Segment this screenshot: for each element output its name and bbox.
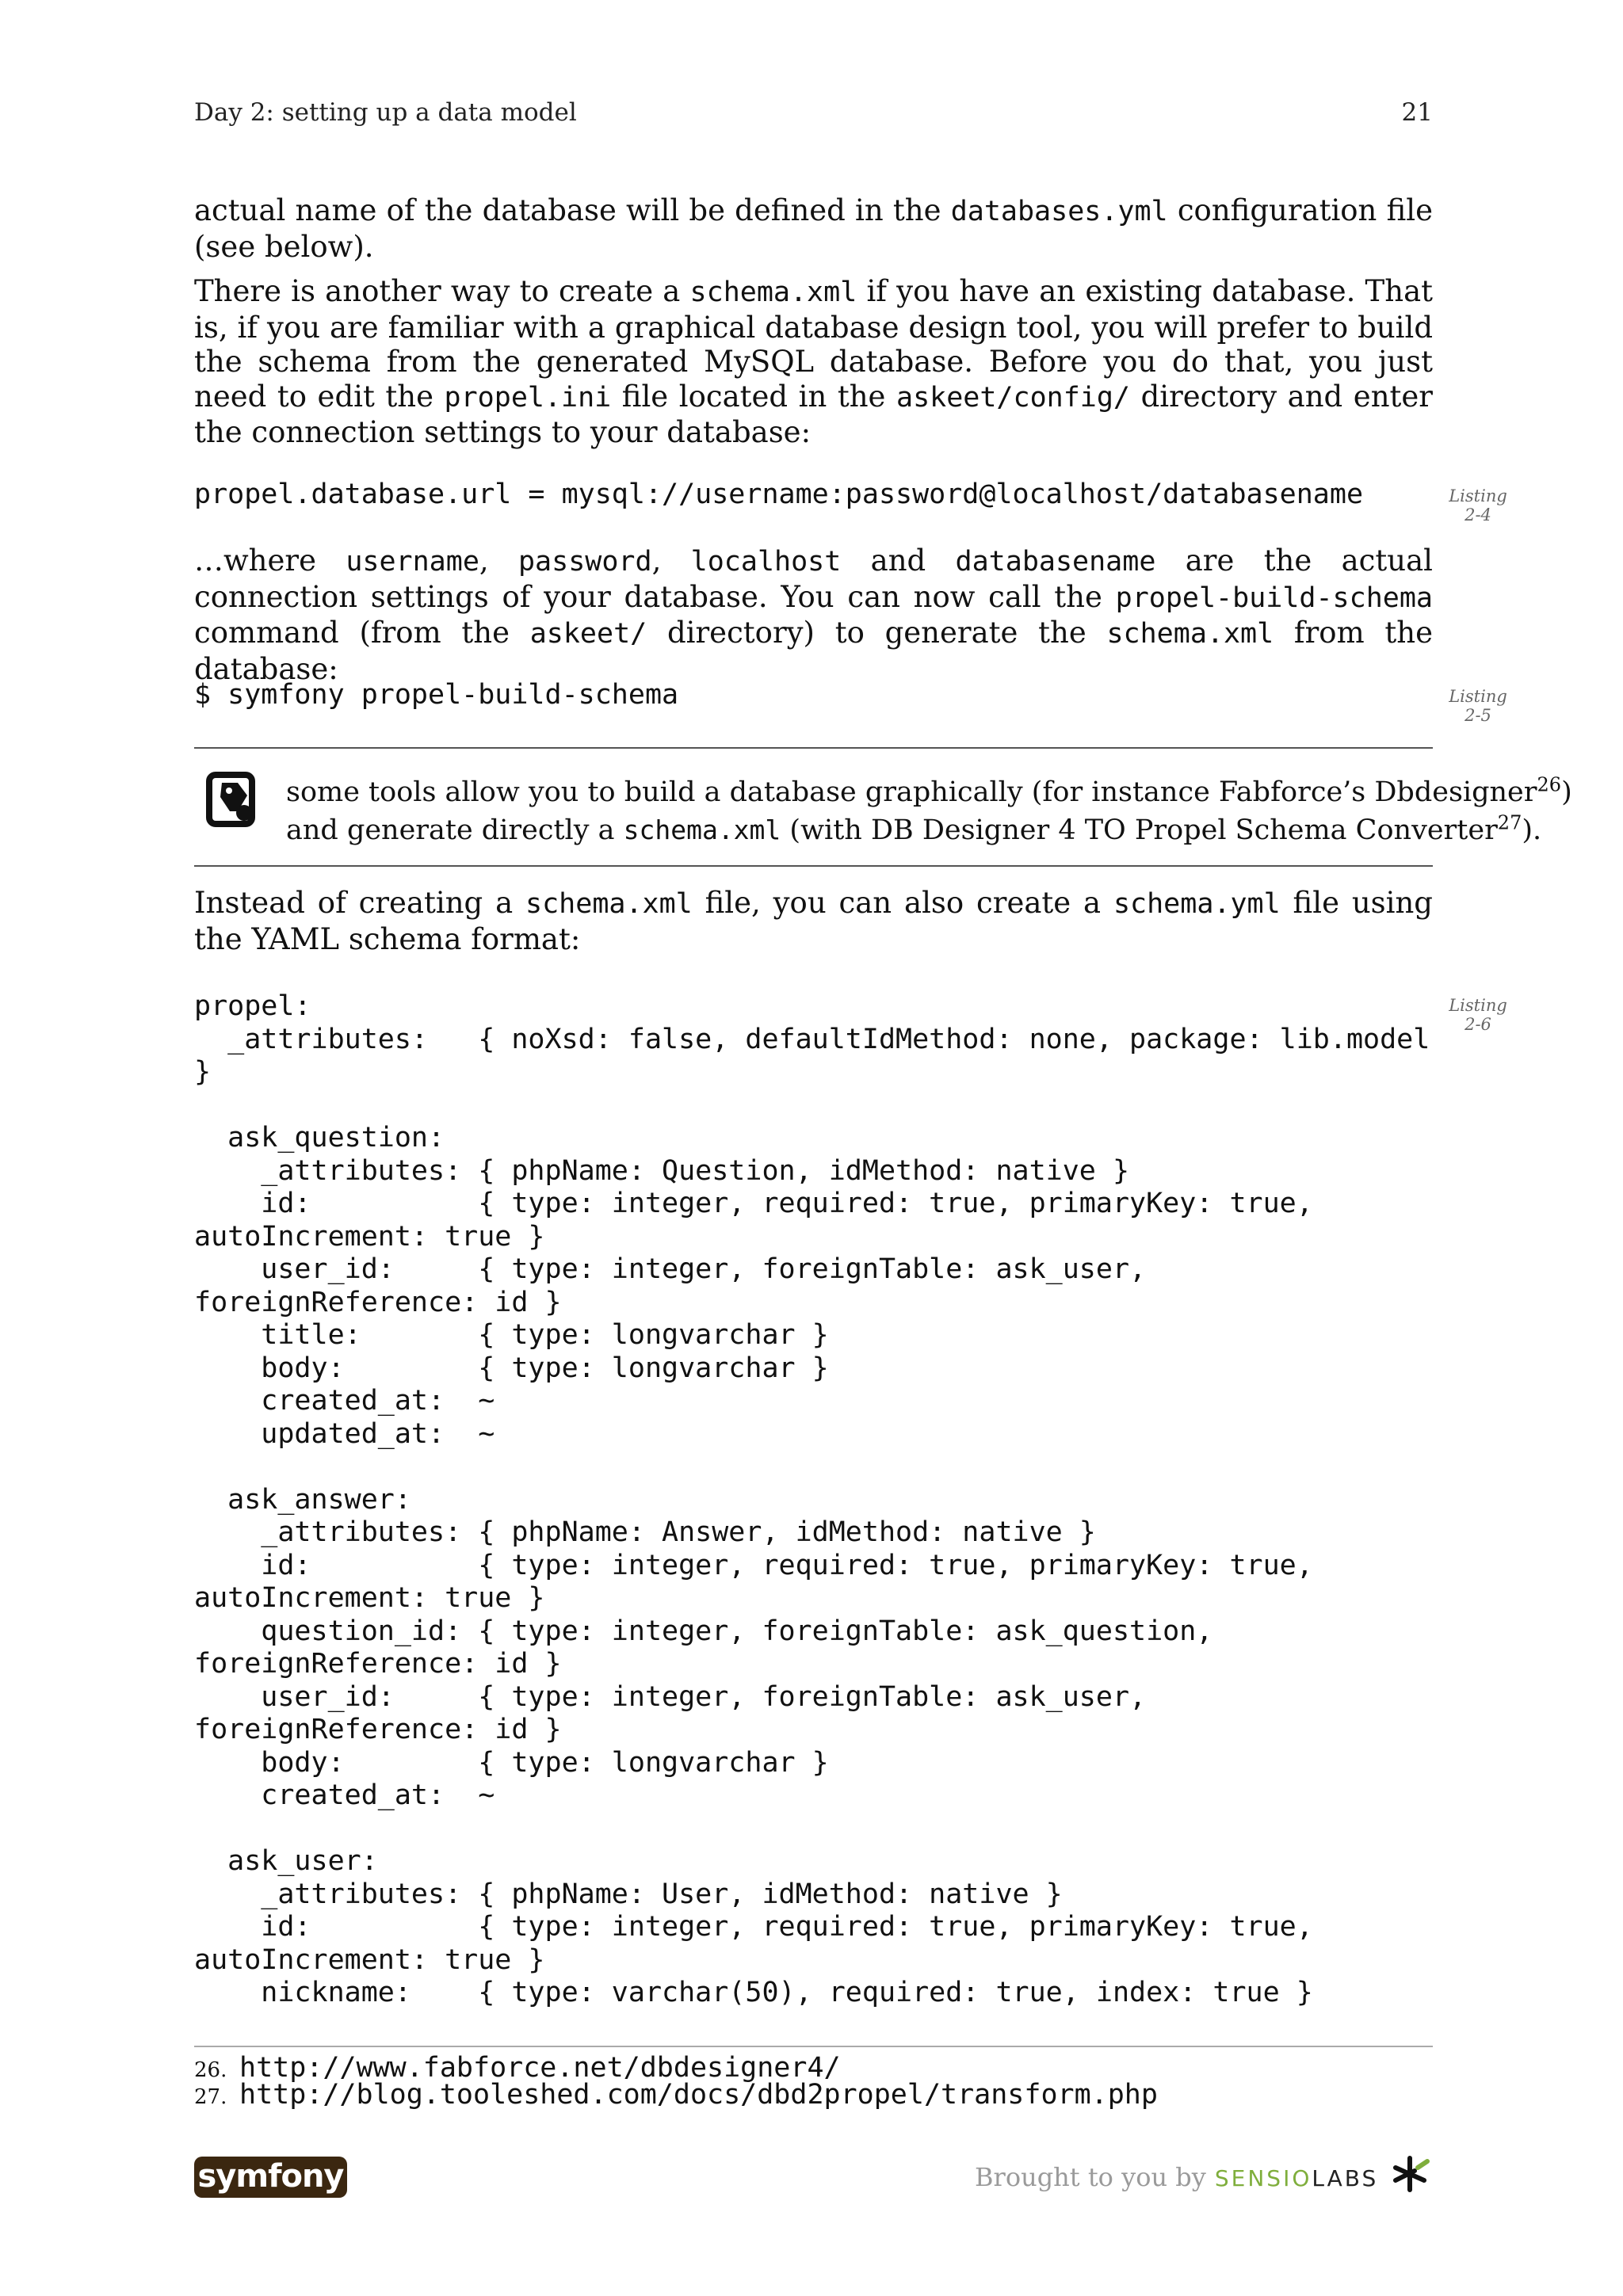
para2-code-1: schema.xml (689, 277, 857, 308)
para3-code-3: localhost (690, 546, 842, 578)
para3-code-2: password (517, 546, 652, 578)
para4-text-1: Instead of creating a (194, 886, 526, 920)
brought-by-footer (975, 2161, 1378, 2198)
brought-by-text: Brought to you by (975, 2162, 1206, 2192)
para2-text-2: if you have an existing database. That is, if you are familiar with a graphical database design tool, you will prefer to build the schema from the generated MySQL database. Before you do that, you just need to edit the (194, 274, 1433, 414)
para3-text-1: …where (194, 543, 346, 578)
paragraph-2 (194, 274, 1433, 450)
paragraph-3 (194, 543, 1433, 686)
para3-text-3: , (651, 543, 691, 578)
para3-code-6: askeet/ (529, 618, 647, 650)
para4-text-3: file using the YAML schema format: (194, 886, 1433, 956)
para3-text-6: command (from the (194, 616, 530, 650)
symfony-logo: symfony (194, 2157, 347, 2198)
note-text-2: ) (1561, 776, 1572, 808)
note-line-1 (286, 773, 1572, 811)
listing-label-text: Listing (1449, 996, 1507, 1015)
footnote-27 (194, 2081, 1158, 2111)
para1-text-1: actual name of the database will be defined in the (194, 193, 951, 227)
para3-text-5: are the actual connection settings of your database. You can now call the (194, 543, 1433, 614)
note-text-4: (with DB Designer 4 TO Propel Schema Converter (781, 814, 1498, 846)
para3-code-7: schema.xml (1106, 618, 1274, 650)
paragraph-4 (194, 886, 1433, 956)
para2-text-1: There is another way to create a (194, 274, 690, 308)
note-bottom-rule (194, 865, 1433, 867)
labs-text: LABS (1312, 2165, 1379, 2191)
note-text-5: ). (1522, 814, 1542, 846)
footnote-number: 26. (194, 2058, 227, 2082)
listing-number: 2-6 (1465, 1015, 1491, 1034)
sensio-text: SENSIO (1214, 2165, 1312, 2191)
code-listing-2-6: propel: _attributes: { noXsd: false, defaultIdMethod: none, package: lib.model } ask_question: _attributes: { phpName: Question, idMethod: native } id: { type: integer, required: true, primaryKey: true, autoIncrement: true } user_id: { type: integer, foreignTable: ask_user, foreignReference: id } title: { type: longvarchar } body: { type: longvarchar } created_at: ~ updated_at: ~ ask_answer: _attributes: { phpName: Answer, idMethod: native } id: { type: integer, required: true, primaryKey: true, autoIncrement: true } question_id: { type: integer, foreignTable: ask_question, foreignReference: id } user_id: { type: integer, foreignTable: ask_user, foreignReference: id } body: { type: longvarchar } created_at: ~ ask_user: _attributes: { phpName: User, idMethod: native } id: { type: integer, required: true, primaryKey: true, autoIncrement: true } nickname: { type: varchar(50), required: true, index: true } (194, 990, 1430, 2008)
para3-text-4: and (841, 543, 956, 578)
para2-text-4: directory and enter the connection settings to your database: (194, 379, 1433, 449)
para3-text-7: directory) to generate the (647, 616, 1107, 650)
footnote-ref-27[interactable]: 27 (1497, 811, 1522, 834)
footnote-link[interactable]: http://www.fabforce.net/dbdesigner4/ (239, 2052, 841, 2084)
footnote-link[interactable]: http://blog.tooleshed.com/docs/dbd2propel/transform.php (239, 2079, 1158, 2111)
footnote-rule (194, 2046, 1433, 2047)
para2-code-3: askeet/config/ (896, 381, 1131, 414)
note-text-3: and generate directly a (286, 814, 624, 846)
listing-label-2-5 (1442, 687, 1514, 725)
listing-label-text: Listing (1449, 486, 1507, 505)
note-text-1: some tools allow you to build a database graphically (for instance Fabforce’s Dbdesigner (286, 776, 1537, 808)
note-code-1: schema.xml (623, 814, 781, 845)
note-top-rule (194, 747, 1433, 749)
listing-label-2-4 (1442, 486, 1514, 524)
listing-label-2-6 (1442, 996, 1514, 1034)
sensiolabs-star-icon (1391, 2153, 1432, 2195)
para3-code-4: databasename (955, 546, 1156, 578)
para2-code-2: propel.ini (444, 381, 612, 414)
para4-text-2: file, you can also create a (692, 886, 1113, 920)
running-header: Day 2: setting up a data model (194, 98, 577, 127)
code-listing-2-5: $ symfony propel-build-schema (194, 679, 679, 711)
para3-text-2: , (479, 543, 518, 578)
listing-number: 2-4 (1465, 505, 1491, 524)
para1-code-1: databases.yml (950, 196, 1168, 227)
para3-code-1: username (346, 546, 479, 578)
para4-code-2: schema.yml (1113, 888, 1281, 920)
para3-text-8: from the database: (194, 616, 1433, 686)
footnote-ref-26[interactable]: 26 (1537, 773, 1562, 796)
note-tag-icon (206, 772, 258, 827)
note-line-2 (286, 811, 1542, 849)
code-listing-2-4: propel.database.url = mysql://username:password@localhost/databasename (194, 479, 1364, 510)
para3-code-5: propel-build-schema (1115, 582, 1433, 614)
listing-number: 2-5 (1465, 706, 1491, 725)
paragraph-1 (194, 193, 1433, 264)
note-text (286, 773, 1572, 849)
para2-text-3: file located in the (611, 379, 896, 414)
para1-text-2: configuration file (see below). (194, 193, 1433, 264)
footnote-number: 27. (194, 2085, 227, 2109)
para4-code-1: schema.xml (525, 888, 693, 920)
listing-label-text: Listing (1449, 687, 1507, 706)
page-number: 21 (1401, 98, 1433, 127)
